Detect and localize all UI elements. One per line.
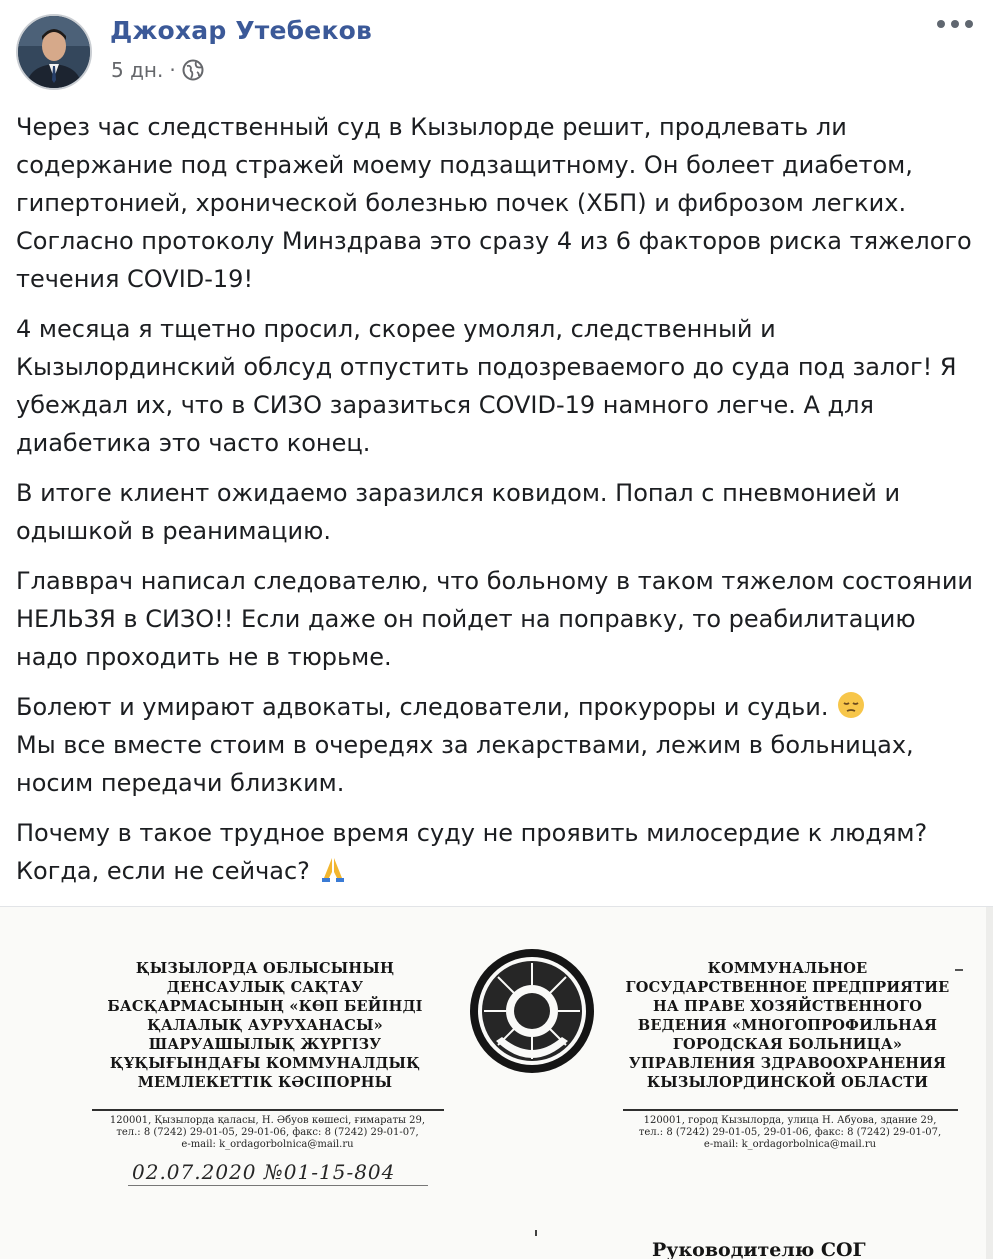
- post-text: [16, 108, 978, 902]
- document-mark: [535, 1230, 537, 1236]
- header-line: КЫЗЫЛОРДИНСКОЙ ОБЛАСТИ: [646, 1074, 929, 1091]
- address-line: 120001, Қызылорда қаласы, Н. Әбуов көшесі, ғимараты 29,: [109, 1115, 426, 1126]
- header-line: ВЕДЕНИЯ «МНОГОПРОФИЛЬНАЯ: [637, 1017, 938, 1034]
- paragraph-5-line-1: Болеют и умирают адвокаты, следователи, прокуроры и судьи.: [16, 693, 829, 721]
- state-emblem-seal-icon: [466, 945, 598, 1077]
- folded-hands-icon: [318, 854, 348, 884]
- author-avatar[interactable]: [16, 14, 92, 90]
- header-line: ҚЫЗЫЛОРДА ОБЛЫСЫНЫҢ: [135, 960, 395, 977]
- header-line: КОММУНАЛЬНОЕ: [707, 960, 868, 977]
- attached-document-image[interactable]: [0, 906, 993, 1259]
- header-line: БАСҚАРМАСЫНЫҢ «КӨП БЕЙІНДІ: [107, 998, 423, 1015]
- meta-separator: ·: [169, 58, 176, 82]
- more-options-icon[interactable]: [937, 12, 973, 36]
- address-russian: [625, 1115, 955, 1151]
- date-underline: [128, 1185, 428, 1186]
- header-line: ДЕНСАУЛЫҚ САҚТАУ: [166, 979, 364, 996]
- header-line: УПРАВЛЕНИЯ ЗДРАВООХРАНЕНИЯ: [628, 1055, 947, 1072]
- author-name[interactable]: Джохар Утебеков: [110, 16, 373, 45]
- paragraph-5-line-2: Мы все вместе стоим в очередях за лекарствами, лежим в больницах, носим передачи близким.: [16, 731, 914, 797]
- header-line: ГОРОДСКАЯ БОЛЬНИЦА»: [672, 1036, 903, 1053]
- globe-icon[interactable]: [182, 59, 204, 81]
- address-kazakh: [95, 1115, 440, 1151]
- header-line: ҚАЛАЛЫҚ АУРУХАНАСЫ»: [147, 1017, 383, 1034]
- document-header-kazakh: [60, 959, 470, 1092]
- address-line: e-mail: k_ordagorbolnica@mail.ru: [703, 1139, 877, 1150]
- pensive-face-icon: [836, 690, 866, 720]
- document-mark: [955, 969, 963, 971]
- document-recipient: Руководителю СОГ: [652, 1239, 866, 1259]
- header-line: ШАРУАШЫЛЫҚ ЖҮРГІЗУ: [148, 1036, 382, 1053]
- post-timestamp[interactable]: 5 дн.: [111, 58, 164, 82]
- paragraph-6-text: Почему в такое трудное время суду не проявить милосердие к людям? Когда, если не сейчас?: [16, 819, 928, 885]
- header-line: НА ПРАВЕ ХОЗЯЙСТВЕННОГО: [652, 998, 923, 1015]
- post-meta: [111, 58, 204, 82]
- paragraph-3: В итоге клиент ожидаемо заразился ковидом. Попал с пневмонией и одышкой в реанимацию.: [16, 479, 901, 545]
- header-line: МЕМЛЕКЕТТІК КӘСІПОРНЫ: [137, 1074, 393, 1091]
- address-line: тел.: 8 (7242) 29-01-05, 29-01-06, факс: 8 (7242) 29-01-07,: [638, 1127, 942, 1138]
- paragraph-4: Главврач написал следователю, что больному в таком тяжелом состоянии НЕЛЬЗЯ в СИЗО!! Если даже он пойдет на поправку, то реабилитацию надо проходить не в тюрьме.: [16, 567, 974, 671]
- header-line: ҚҰҚЫҒЫНДАҒЫ КОММУНАЛДЫҚ: [109, 1055, 421, 1072]
- address-line: e-mail: k_ordagorbolnica@mail.ru: [181, 1139, 354, 1150]
- header-line: ГОСУДАРСТВЕННОЕ ПРЕДПРИЯТИЕ: [625, 979, 950, 996]
- paragraph-1: Через час следственный суд в Кызылорде решит, продлевать ли содержание под стражей моему подзащитному. Он болеет диабетом, гипертонией, хронической болезнью почек (ХБП) и фиброзом легких. Согласно протоколу Минздрава это сразу 4 из 6 факторов риска тяжелого течения COVID-19!: [16, 113, 972, 293]
- paragraph-5: [16, 688, 978, 802]
- header-rule-right: [623, 1109, 958, 1111]
- header-rule-left: [92, 1109, 444, 1111]
- document-header-russian: [590, 959, 985, 1092]
- paragraph-6: [16, 814, 978, 890]
- document-edge: [986, 907, 993, 1259]
- address-line: 120001, город Кызылорда, улица Н. Абуова, здание 29,: [643, 1115, 937, 1126]
- address-line: тел.: 8 (7242) 29-01-05, 29-01-06, факс: 8 (7242) 29-01-07,: [116, 1127, 419, 1138]
- document-date-number: 02.07.2020 №01-15-804: [132, 1160, 396, 1184]
- paragraph-2: 4 месяца я тщетно просил, скорее умолял, следственный и Кызылординский облсуд отпустить подозреваемого до суда под залог! Я убеждал их, что в СИЗО заразиться COVID-19 намного легче. А для диабетика это часто конец.: [16, 315, 957, 457]
